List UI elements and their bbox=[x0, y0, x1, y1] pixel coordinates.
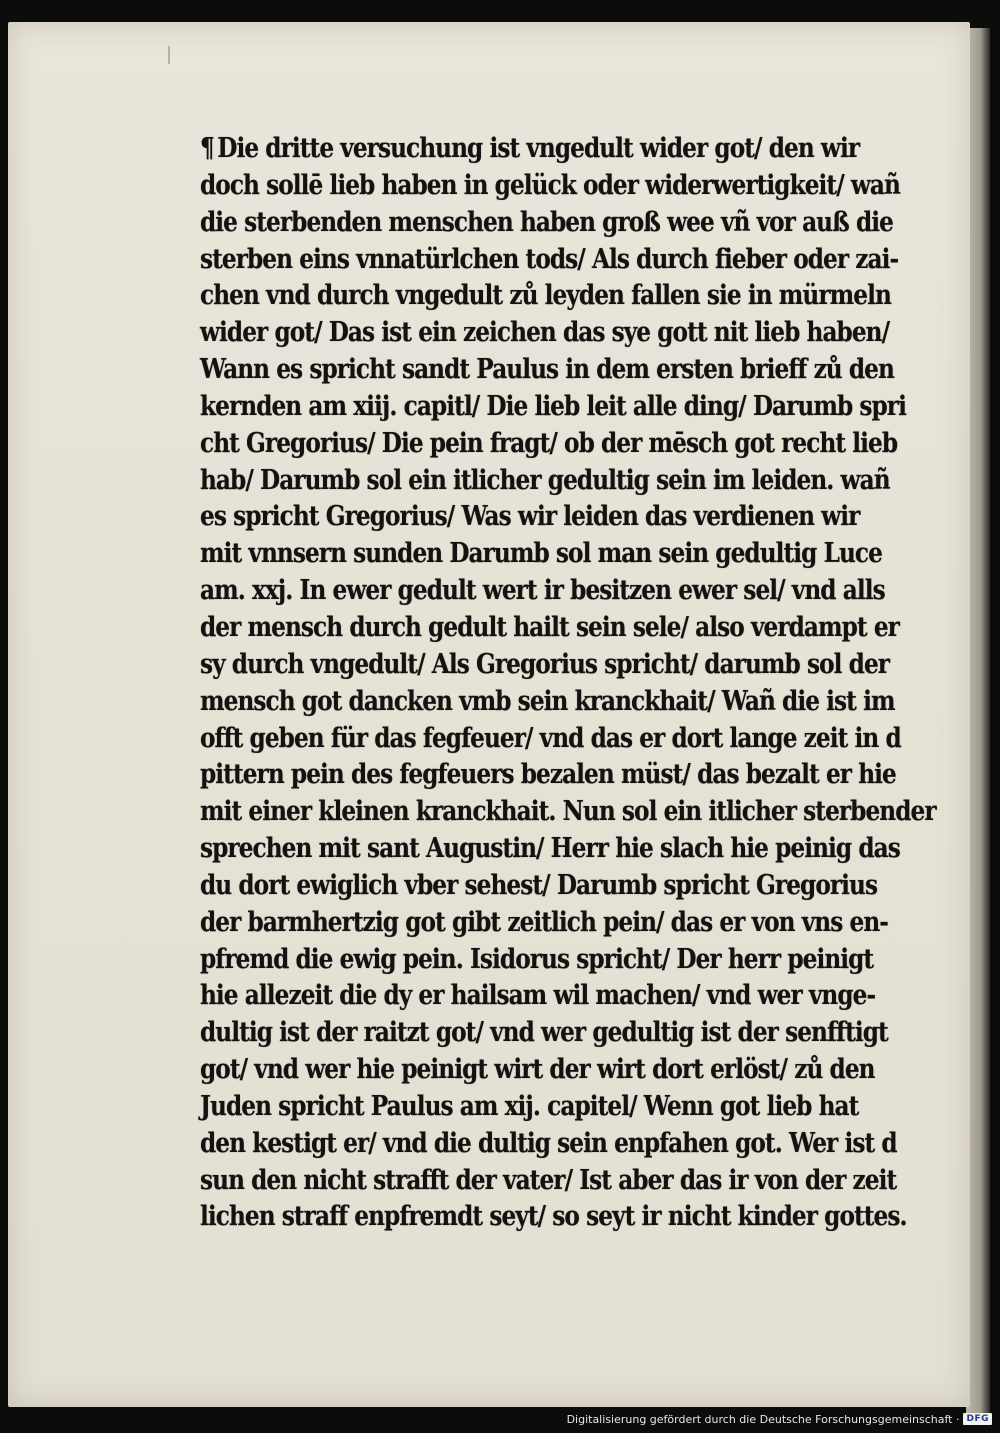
text-line: wider got/ Das ist ein zeichen das sye gott nit lieb haben/ bbox=[200, 317, 890, 349]
text-line: pfremd die ewig pein. Isidorus spricht/ Der herr peinigt bbox=[200, 943, 874, 975]
text-line: es spricht Gregorius/ Was wir leiden das verdienen wir bbox=[200, 501, 860, 533]
text-line: cht Gregorius/ Die pein fragt/ ob der mēsch got recht lieb bbox=[200, 427, 898, 459]
text-line: chen vnd durch vngedult zů leyden fallen sie in mürmeln bbox=[200, 280, 891, 312]
paragraph-mark: ¶ bbox=[200, 133, 214, 164]
dfg-logo: DFG bbox=[963, 1413, 992, 1425]
text-line: dultig ist der raitzt got/ vnd wer gedultig ist der senfftigt bbox=[200, 1017, 888, 1049]
text-line: am. xxj. In ewer gedult wert ir besitzen ewer sel/ vnd alls bbox=[200, 575, 885, 607]
text-block bbox=[200, 131, 936, 1236]
text-line: sun den nicht strafft der vater/ Ist aber das ir von der zeit bbox=[200, 1164, 897, 1196]
text-line: offt geben für das fegfeuer/ vnd das er dort lange zeit in d bbox=[200, 722, 901, 754]
text-line: den kestigt er/ vnd die dultig sein enpfahen got. Wer ist d bbox=[200, 1127, 897, 1159]
text-line bbox=[200, 131, 860, 168]
text-line: hie allezeit die dy er hailsam wil machen/ vnd wer vnge- bbox=[200, 980, 876, 1012]
text-line: pittern pein des fegfeuers bezalen müst/ das bezalt er hie bbox=[200, 759, 896, 791]
text-line: du dort ewiglich vber sehest/ Darumb spricht Gregorius bbox=[200, 869, 878, 901]
text-line: sprechen mit sant Augustin/ Herr hie slach hie peinig das bbox=[200, 833, 900, 865]
paper-mark bbox=[168, 46, 170, 64]
text-line: mit vnnsern sunden Darumb sol man sein gedultig Luce bbox=[200, 538, 882, 570]
text-line: mit einer kleinen kranckhait. Nun sol ein itlicher sterbender bbox=[200, 796, 936, 828]
text-line: kernden am xiij. capitl/ Die lieb leit alle ding/ Darumb spri bbox=[200, 390, 906, 422]
text-line: die sterbenden menschen haben groß wee vñ vor auß die bbox=[200, 206, 893, 238]
text-line: sy durch vngedult/ Als Gregorius spricht/ darumb sol der bbox=[200, 648, 890, 680]
text-line-content: Die dritte versuchung ist vngedult wider got/ den wir bbox=[217, 133, 860, 164]
text-line: doch sollē lieb haben in gelück oder widerwertigkeit/ wañ bbox=[200, 169, 900, 201]
text-line: hab/ Darumb sol ein itlicher gedultig sein im leiden. wañ bbox=[200, 464, 890, 496]
text-line: sterben eins vnnatürlchen tods/ Als durch fieber oder zai- bbox=[200, 243, 899, 275]
text-line: Wann es spricht sandt Paulus in dem ersten brieff zů den bbox=[200, 354, 894, 386]
text-line: der barmhertzig got gibt zeitlich pein/ das er von vns en- bbox=[200, 906, 888, 938]
text-line: got/ vnd wer hie peinigt wirt der wirt dort erlöst/ zů den bbox=[200, 1054, 875, 1086]
text-line: lichen straff enpfremdt seyt/ so seyt ir nicht kinder gottes. bbox=[200, 1201, 907, 1233]
funding-text: Digitalisierung gefördert durch die Deutsche Forschungsgemeinschaft · bbox=[566, 1412, 960, 1426]
text-line: mensch got dancken vmb sein kranckhait/ Wañ die ist im bbox=[200, 685, 895, 717]
text-line: der mensch durch gedult hailt sein sele/ also verdampt er bbox=[200, 611, 899, 643]
funding-footer bbox=[567, 1407, 992, 1431]
text-line: Juden spricht Paulus am xij. capitel/ Wenn got lieb hat bbox=[200, 1090, 859, 1122]
